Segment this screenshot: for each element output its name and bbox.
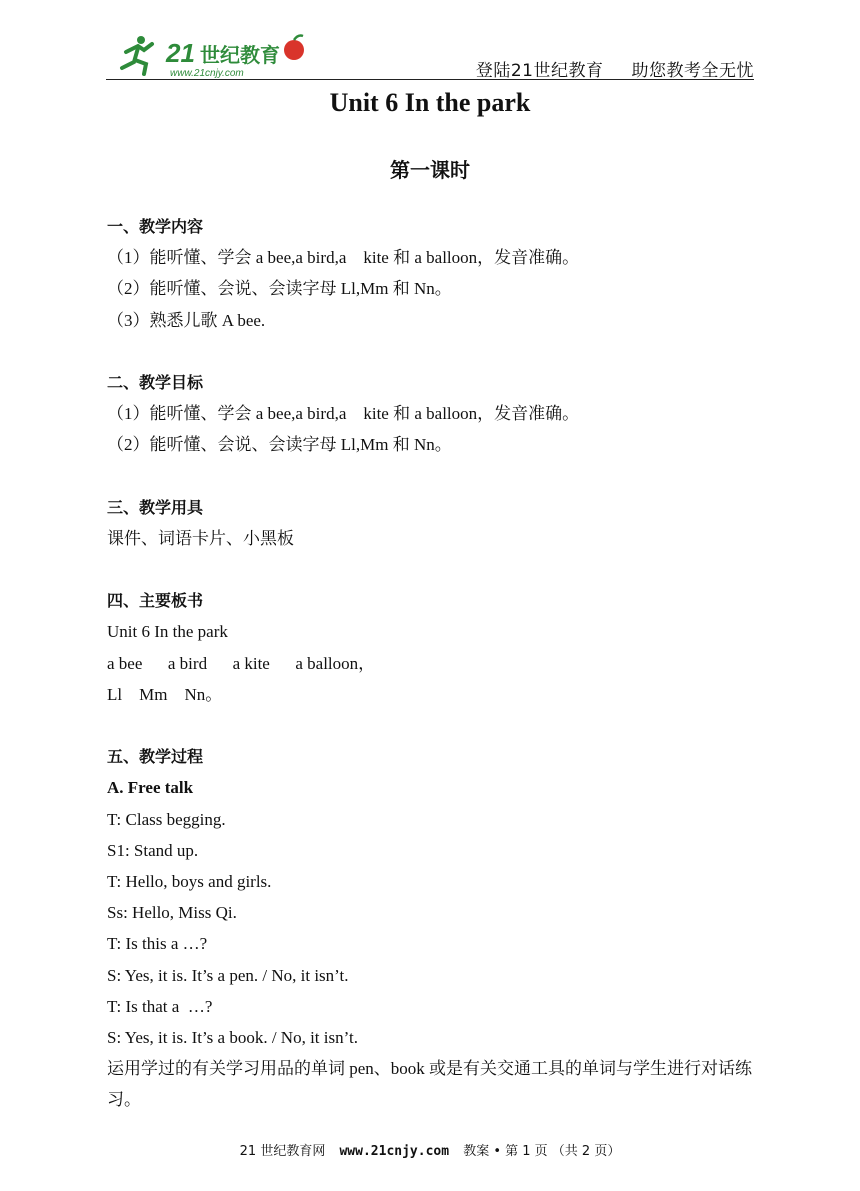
svg-text:21: 21 [166, 38, 195, 68]
board-line: Unit 6 In the park [107, 622, 228, 642]
section-heading-goals: 二、教学目标 [107, 372, 204, 392]
process-paragraph: 运用学过的有关学习用品的单词 pen、book 或是有关交通工具的单词与学生进行对话练习。 [107, 1059, 753, 1110]
footer-url-link[interactable]: www.21cnjy.com [339, 1144, 450, 1159]
footer-site-name: 21 世纪教育网 [239, 1144, 326, 1159]
svg-text:www.21cnjy.com: www.21cnjy.com [170, 68, 244, 78]
dialogue-line: T: Is this a …? [107, 934, 208, 954]
dialogue-line: Ss: Hello, Miss Qi. [107, 903, 237, 923]
header-tagline [448, 56, 754, 81]
header-divider [106, 79, 754, 80]
goal-item: （2）能听懂、会说、会读字母 Ll,Mm 和 Nn。 [107, 435, 452, 455]
goal-item: （1）能听懂、学会 a bee,a bird,a kite 和 a balloon，发音准确。 [107, 404, 580, 424]
process-subheading: A. Free talk [107, 778, 194, 798]
document-body [107, 211, 757, 1115]
tagline-slogan: 助您教考全无忧 [631, 61, 754, 81]
content-item: （1）能听懂、学会 a bee,a bird,a kite 和 a balloon，发音准确。 [107, 248, 580, 268]
document-title: Unit 6 In the park [329, 88, 531, 117]
dialogue-line: S: Yes, it is. It’s a book. / No, it isn’t. [107, 1027, 358, 1047]
page-header [106, 28, 754, 82]
section-heading-board: 四、主要板书 [107, 591, 204, 611]
tools-item: 课件、词语卡片、小黑板 [107, 528, 294, 548]
tagline-login: 登陆21世纪教育 [475, 61, 604, 81]
footer-page-info: 教案 • 第 1 页 （共 2 页） [463, 1144, 621, 1159]
document-subtitle: 第一课时 [390, 158, 470, 182]
logo-text: 世纪教育 [200, 43, 280, 67]
content-item: （2）能听懂、会说、会读字母 Ll,Mm 和 Nn。 [107, 279, 452, 299]
content-item: （3）熟悉儿歌 A bee. [107, 310, 266, 330]
dialogue-line: S: Yes, it is. It’s a pen. / No, it isn’t. [107, 965, 349, 985]
dialogue-line: S1: Stand up. [107, 840, 199, 860]
site-logo[interactable] [114, 32, 314, 78]
page-footer [0, 1140, 860, 1159]
board-line: a bee a bird a kite a balloon， [107, 653, 376, 673]
section-heading-content: 一、教学内容 [107, 217, 204, 236]
section-heading-process: 五、教学过程 [107, 747, 204, 767]
dialogue-line: T: Is that a …? [107, 996, 213, 1016]
logo-icon [114, 32, 314, 78]
dialogue-line: T: Hello, boys and girls. [107, 871, 272, 891]
board-line: Ll Mm Nn。 [107, 684, 223, 704]
dialogue-line: T: Class begging. [107, 809, 226, 829]
section-heading-tools: 三、教学用具 [107, 497, 204, 517]
